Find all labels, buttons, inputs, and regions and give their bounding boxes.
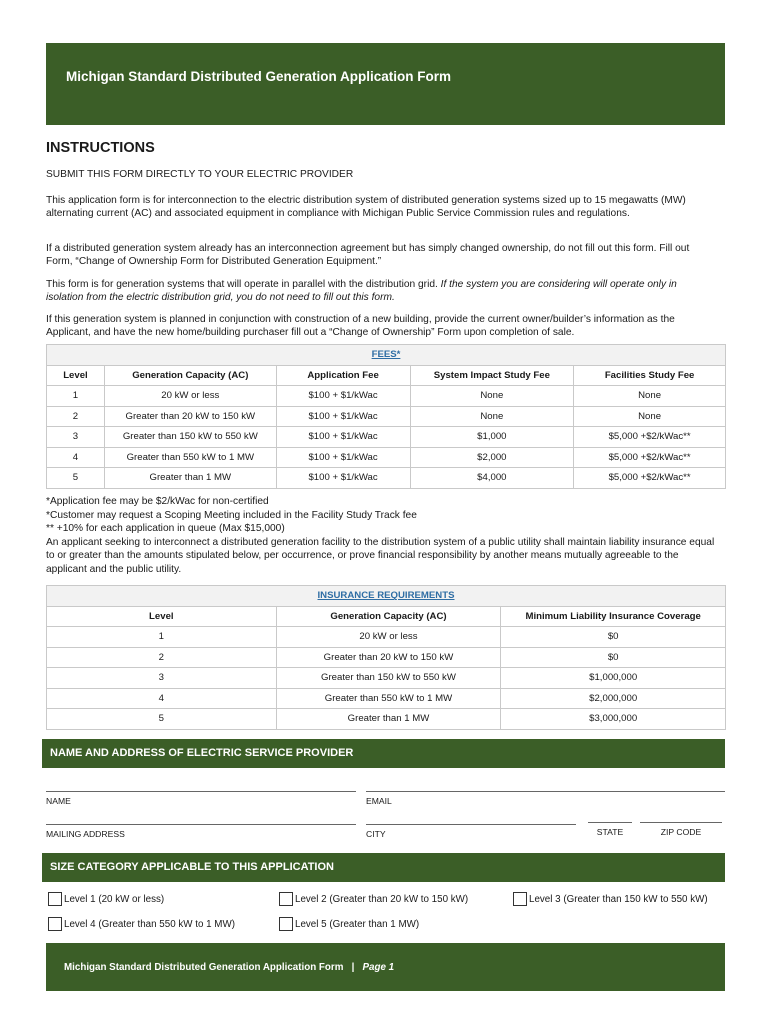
- fees-header-row: [47, 365, 726, 386]
- fee-facilities: $5,000 +$2/kWac**: [574, 427, 726, 448]
- table-row: [47, 427, 726, 448]
- paragraph-3-italic: If the system you are considering will operate only in isolation from the electric distribution grid, you do not need to fill out this form.: [46, 279, 677, 303]
- provider-state-field[interactable]: [588, 822, 632, 837]
- checkbox-box[interactable]: [513, 892, 527, 906]
- fee-application: $100 + $1/kWac: [276, 386, 410, 407]
- fee-facilities: None: [574, 406, 726, 427]
- provider-state-label: STATE: [596, 827, 624, 837]
- fee-application: $100 + $1/kWac: [276, 468, 410, 489]
- fees-caption: FEES*: [47, 345, 726, 366]
- fee-notes: [46, 495, 716, 577]
- checkbox-box[interactable]: [48, 892, 62, 906]
- note-liability-insurance: An applicant seeking to interconnect a distributed generation facility to the distribution system of a public utility shall maintain liability insurance equal to or greater than the amounts stipulated below, per occurrence, or prove financial responsibility by another means mutually agreeable to the applicant and the public utility.: [46, 536, 715, 575]
- fee-level: 5: [47, 468, 105, 489]
- table-row: [47, 468, 726, 489]
- fees-header-cell: Generation Capacity (AC): [104, 365, 276, 386]
- fee-facilities: None: [574, 386, 726, 407]
- insurance-capacity: Greater than 1 MW: [276, 709, 501, 730]
- level-1-label: Level 1 (20 kW or less): [64, 893, 165, 905]
- provider-email-field[interactable]: [366, 791, 725, 806]
- fee-capacity: Greater than 1 MW: [104, 468, 276, 489]
- insurance-header-cell: Minimum Liability Insurance Coverage: [501, 606, 726, 627]
- provider-name-label: NAME: [46, 796, 71, 806]
- provider-section-header: [42, 739, 725, 768]
- instructions-paragraph-3: [46, 279, 716, 304]
- table-row: [47, 688, 726, 709]
- checkbox-box[interactable]: [48, 917, 62, 931]
- provider-zip-field[interactable]: [640, 822, 722, 837]
- footer-page-number: Page 1: [362, 962, 395, 973]
- insurance-capacity: Greater than 550 kW to 1 MW: [276, 688, 501, 709]
- insurance-level: 1: [47, 627, 277, 648]
- insurance-capacity: Greater than 150 kW to 550 kW: [276, 668, 501, 689]
- table-row: [47, 647, 726, 668]
- fees-header-cell: Application Fee: [276, 365, 410, 386]
- level-4-label: Level 4 (Greater than 550 kW to 1 MW): [64, 918, 235, 930]
- instructions-heading: INSTRUCTIONS: [46, 140, 155, 156]
- footer-title: Michigan Standard Distributed Generation Application Form: [64, 962, 344, 973]
- note-application-fee: *Application fee may be $2/kWac for non-certified: [46, 496, 269, 507]
- fee-system-impact: $2,000: [410, 447, 574, 468]
- level-3-label: Level 3 (Greater than 150 kW to 550 kW): [529, 893, 708, 905]
- provider-email-label: EMAIL: [366, 796, 392, 806]
- fee-level: 1: [47, 386, 105, 407]
- fee-level: 3: [47, 427, 105, 448]
- fee-system-impact: $1,000: [410, 427, 574, 448]
- insurance-level: 4: [47, 688, 277, 709]
- fee-application: $100 + $1/kWac: [276, 447, 410, 468]
- fee-facilities: $5,000 +$2/kWac**: [574, 447, 726, 468]
- provider-section-title: NAME AND ADDRESS OF ELECTRIC SERVICE PROVIDER: [50, 747, 354, 759]
- fees-header-cell: Facilities Study Fee: [574, 365, 726, 386]
- footer-separator: |: [351, 962, 355, 973]
- note-scoping-meeting: *Customer may request a Scoping Meeting included in the Facility Study Track fee: [46, 509, 417, 521]
- insurance-table: [46, 585, 726, 730]
- table-row: [47, 386, 726, 407]
- instructions-paragraph-2: If a distributed generation system already has an interconnection agreement but has simply changed ownership, do not fill out this form. Fill out Form, “Change of Ownership Form for Distributed Generation Equipment.”: [46, 243, 690, 267]
- insurance-coverage: $0: [501, 647, 726, 668]
- table-row: [47, 406, 726, 427]
- level-3-checkbox[interactable]: [513, 892, 708, 906]
- page-footer: [46, 943, 725, 991]
- level-2-label: Level 2 (Greater than 20 kW to 150 kW): [295, 893, 469, 905]
- insurance-coverage: $2,000,000: [501, 688, 726, 709]
- fee-capacity: Greater than 150 kW to 550 kW: [104, 427, 276, 448]
- provider-mailing-address-field[interactable]: [46, 824, 356, 839]
- note-queue-fee: ** +10% for each application in queue (Max $15,000): [46, 523, 285, 535]
- insurance-capacity: 20 kW or less: [276, 627, 501, 648]
- provider-mailing-address-label: MAILING ADDRESS: [46, 829, 125, 839]
- instructions-paragraph-1: This application form is for interconnection to the electric distribution system of distributed generation systems sized up to 15 megawatts (MW) alternating current (AC) and associated equipment in compliance with Michigan Public Service Commission rules and regulations.: [46, 195, 686, 219]
- submit-directive: SUBMIT THIS FORM DIRECTLY TO YOUR ELECTRIC PROVIDER: [46, 169, 354, 180]
- insurance-header-cell: Generation Capacity (AC): [276, 606, 501, 627]
- insurance-header-cell: Level: [47, 606, 277, 627]
- fees-header-cell: Level: [47, 365, 105, 386]
- table-row: [47, 447, 726, 468]
- level-4-checkbox[interactable]: [48, 917, 235, 931]
- provider-city-field[interactable]: [366, 824, 576, 839]
- fees-header-cell: System Impact Study Fee: [410, 365, 574, 386]
- provider-name-field[interactable]: [46, 791, 356, 806]
- level-5-checkbox[interactable]: [279, 917, 419, 931]
- size-section-title: SIZE CATEGORY APPLICABLE TO THIS APPLICATION: [50, 861, 334, 873]
- fee-level: 2: [47, 406, 105, 427]
- level-2-checkbox[interactable]: [279, 892, 468, 906]
- checkbox-box[interactable]: [279, 917, 293, 931]
- form-header: [46, 43, 725, 125]
- paragraph-3-normal: This form is for generation systems that will operate in parallel with the distribution grid.: [46, 279, 438, 290]
- fee-system-impact: $4,000: [410, 468, 574, 489]
- insurance-caption: INSURANCE REQUIREMENTS: [47, 586, 726, 607]
- table-row: [47, 668, 726, 689]
- instructions-paragraph-4: If this generation system is planned in conjunction with construction of a new building, provide the current owner/builder’s information as the Applicant, and have the new home/building purchaser fill out a “Change of Ownership” Form upon completion of sale.: [46, 314, 675, 338]
- fee-system-impact: None: [410, 406, 574, 427]
- provider-city-label: CITY: [366, 829, 386, 839]
- insurance-coverage: $0: [501, 627, 726, 648]
- fee-facilities: $5,000 +$2/kWac**: [574, 468, 726, 489]
- table-row: [47, 709, 726, 730]
- insurance-header-row: [47, 606, 726, 627]
- insurance-level: 3: [47, 668, 277, 689]
- fee-application: $100 + $1/kWac: [276, 406, 410, 427]
- fee-capacity: 20 kW or less: [104, 386, 276, 407]
- fee-application: $100 + $1/kWac: [276, 427, 410, 448]
- insurance-coverage: $3,000,000: [501, 709, 726, 730]
- footer-text: [64, 962, 394, 973]
- table-row: [47, 627, 726, 648]
- insurance-level: 5: [47, 709, 277, 730]
- insurance-capacity: Greater than 20 kW to 150 kW: [276, 647, 501, 668]
- fee-capacity: Greater than 20 kW to 150 kW: [104, 406, 276, 427]
- fee-capacity: Greater than 550 kW to 1 MW: [104, 447, 276, 468]
- level-5-label: Level 5 (Greater than 1 MW): [295, 918, 420, 930]
- level-1-checkbox[interactable]: [48, 892, 164, 906]
- insurance-level: 2: [47, 647, 277, 668]
- fee-level: 4: [47, 447, 105, 468]
- fees-table: [46, 344, 726, 489]
- insurance-coverage: $1,000,000: [501, 668, 726, 689]
- form-title: Michigan Standard Distributed Generation Application Form: [66, 69, 452, 84]
- fee-system-impact: None: [410, 386, 574, 407]
- size-section-header: [42, 853, 725, 882]
- provider-zip-label: ZIP CODE: [660, 827, 702, 837]
- checkbox-box[interactable]: [279, 892, 293, 906]
